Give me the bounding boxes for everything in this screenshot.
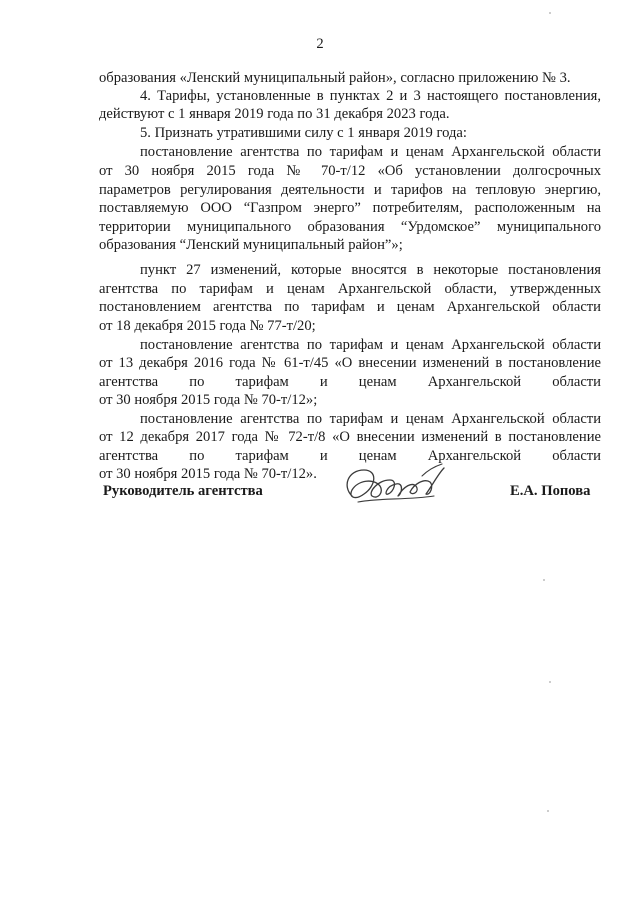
text-line: от 30 ноября 2015 года № 70-т/12»; — [99, 392, 318, 408]
signatory-title: Руководитель агентства — [103, 483, 263, 499]
text-line: параметров регулирования деятельности и тарифов на тепловую энергию, — [99, 182, 601, 198]
text-line: территории муниципального образования “Урдомское” муниципального — [99, 219, 601, 235]
text-line: образования «Ленский муниципальный район», согласно приложению № 3. — [99, 70, 571, 86]
text-line: пункт 27 изменений, которые вносятся в некоторые постановления — [140, 262, 601, 278]
text-line: постановление агентства по тарифам и ценам Архангельской области — [140, 144, 601, 160]
scan-speck — [549, 681, 551, 683]
text-line: действуют с 1 января 2019 года по 31 декабря 2023 года. — [99, 106, 450, 122]
text-line: образования “Ленский муниципальный район”»; — [99, 237, 403, 253]
scan-speck — [549, 12, 551, 14]
text-line: постановлением агентства по тарифам и ценам Архангельской области — [99, 299, 601, 315]
handwritten-signature — [338, 456, 456, 512]
text-line: поставляемую ООО “Газпром энерго” потребителям, расположенным на — [99, 200, 601, 216]
page-number: 2 — [316, 36, 324, 52]
text-line: 5. Признать утратившими силу с 1 января 2019 года: — [140, 125, 467, 141]
text-line: агентства по тарифам и ценам Архангельской области — [99, 448, 601, 464]
text-line: агентства по тарифам и ценам Архангельской области — [99, 374, 601, 390]
scan-speck — [543, 579, 545, 581]
text-line: постановление агентства по тарифам и ценам Архангельской области — [140, 337, 601, 353]
text-line: от 30 ноября 2015 года № 70-т/12». — [99, 466, 317, 482]
text-line: от 13 декабря 2016 года № 61-т/45 «О внесении изменений в постановление — [99, 355, 601, 371]
text-line: агентства по тарифам и ценам Архангельской области, утвержденных — [99, 281, 601, 297]
scan-speck — [547, 810, 549, 812]
text-line: от 18 декабря 2015 года № 77-т/20; — [99, 318, 316, 334]
text-line: от 30 ноября 2015 года № 70-т/12 «Об установлении долгосрочных — [99, 163, 601, 179]
text-line: от 12 декабря 2017 года № 72-т/8 «О внесении изменений в постановление — [99, 429, 601, 445]
text-line: постановление агентства по тарифам и ценам Архангельской области — [140, 411, 601, 427]
text-line: 4. Тарифы, установленные в пунктах 2 и 3 настоящего постановления, — [140, 88, 601, 104]
signatory-name: Е.А. Попова — [510, 483, 591, 499]
